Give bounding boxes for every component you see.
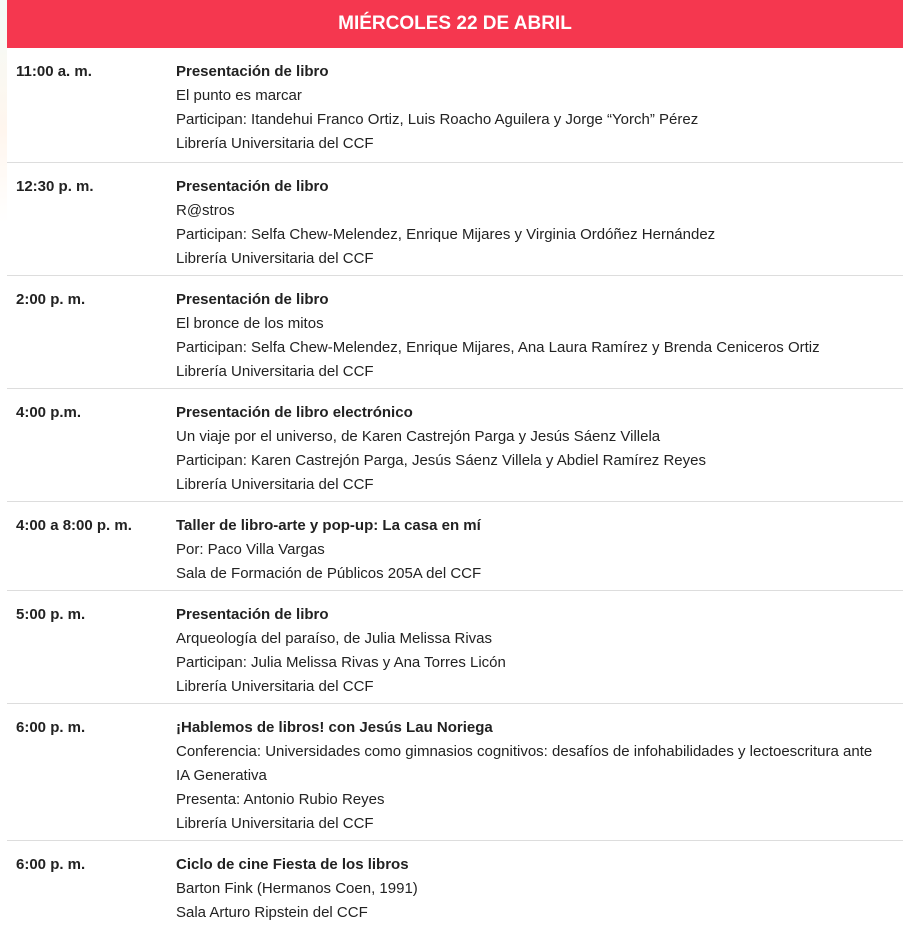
event-row xyxy=(7,389,903,502)
event-venue: Librería Universitaria del CCF xyxy=(176,135,374,152)
event-venue: Sala de Formación de Públicos 205A del CCF xyxy=(176,565,482,582)
event-time: 6:00 p. m. xyxy=(16,719,86,736)
event-book-title: El punto es marcar xyxy=(176,87,302,104)
event-details xyxy=(176,60,903,162)
event-row xyxy=(7,704,903,841)
event-book-title: R@stros xyxy=(176,202,235,219)
event-time: 5:00 p. m. xyxy=(16,606,86,623)
event-row xyxy=(7,163,903,276)
event-title: Presentación de libro electrónico xyxy=(176,404,413,421)
event-title: Taller de libro-arte y pop-up: La casa en mí xyxy=(176,517,481,534)
event-book-title: El bronce de los mitos xyxy=(176,315,324,332)
event-time: 2:00 p. m. xyxy=(16,291,86,308)
event-time: 11:00 a. m. xyxy=(16,63,92,80)
event-participants: Participan: Karen Castrejón Parga, Jesús Sáenz Villela y Abdiel Ramírez Reyes xyxy=(176,452,706,469)
event-details xyxy=(176,288,903,388)
event-title: Presentación de libro xyxy=(176,606,329,623)
event-venue: Sala Arturo Ripstein del CCF xyxy=(176,904,368,921)
event-presenter: Presenta: Antonio Rubio Reyes xyxy=(176,791,385,808)
event-participants: Participan: Selfa Chew-Melendez, Enrique Mijares y Virginia Ordóñez Hernández xyxy=(176,226,716,243)
event-details xyxy=(176,514,903,590)
event-title: Presentación de libro xyxy=(176,291,329,308)
event-venue: Librería Universitaria del CCF xyxy=(176,678,374,695)
event-row xyxy=(7,48,903,163)
event-venue: Librería Universitaria del CCF xyxy=(176,815,374,832)
event-details xyxy=(176,716,903,840)
day-header-title: MIÉRCOLES 22 DE ABRIL xyxy=(338,13,572,34)
event-time: 4:00 p.m. xyxy=(16,404,82,421)
event-row xyxy=(7,276,903,389)
schedule-table xyxy=(7,0,903,931)
event-venue: Librería Universitaria del CCF xyxy=(176,363,374,380)
event-lecture: Conferencia: Universidades como gimnasios cognitivos: desafíos de infohabilidades y lectoescritura ante IA Generativa xyxy=(176,743,873,784)
event-title: ¡Hablemos de libros! con Jesús Lau Noriega xyxy=(176,719,493,736)
event-title: Ciclo de cine Fiesta de los libros xyxy=(176,856,409,873)
event-row xyxy=(7,841,903,931)
event-participants: Participan: Julia Melissa Rivas y Ana Torres Licón xyxy=(176,654,506,671)
event-time: 4:00 a 8:00 p. m. xyxy=(16,517,132,534)
day-header xyxy=(7,0,903,48)
event-book-title: Un viaje por el universo, de Karen Castrejón Parga y Jesús Sáenz Villela xyxy=(176,428,661,445)
event-row xyxy=(7,502,903,591)
event-participants: Participan: Selfa Chew-Melendez, Enrique Mijares, Ana Laura Ramírez y Brenda Ceniceros Ortiz xyxy=(176,339,820,356)
event-venue: Librería Universitaria del CCF xyxy=(176,250,374,267)
event-details xyxy=(176,853,903,931)
event-title: Presentación de libro xyxy=(176,178,329,195)
event-time: 6:00 p. m. xyxy=(16,856,86,873)
event-title: Presentación de libro xyxy=(176,63,329,80)
event-film: Barton Fink (Hermanos Coen, 1991) xyxy=(176,880,418,897)
page-edge-decoration xyxy=(0,0,7,929)
event-participants: Participan: Itandehui Franco Ortiz, Luis Roacho Aguilera y Jorge “Yorch” Pérez xyxy=(176,111,699,128)
event-details xyxy=(176,603,903,703)
event-details xyxy=(176,175,903,275)
event-venue: Librería Universitaria del CCF xyxy=(176,476,374,493)
event-book-title: Arqueología del paraíso, de Julia Melissa Rivas xyxy=(176,630,493,647)
event-details xyxy=(176,401,903,501)
event-row xyxy=(7,591,903,704)
event-host: Por: Paco Villa Vargas xyxy=(176,541,325,558)
event-time: 12:30 p. m. xyxy=(16,178,94,195)
